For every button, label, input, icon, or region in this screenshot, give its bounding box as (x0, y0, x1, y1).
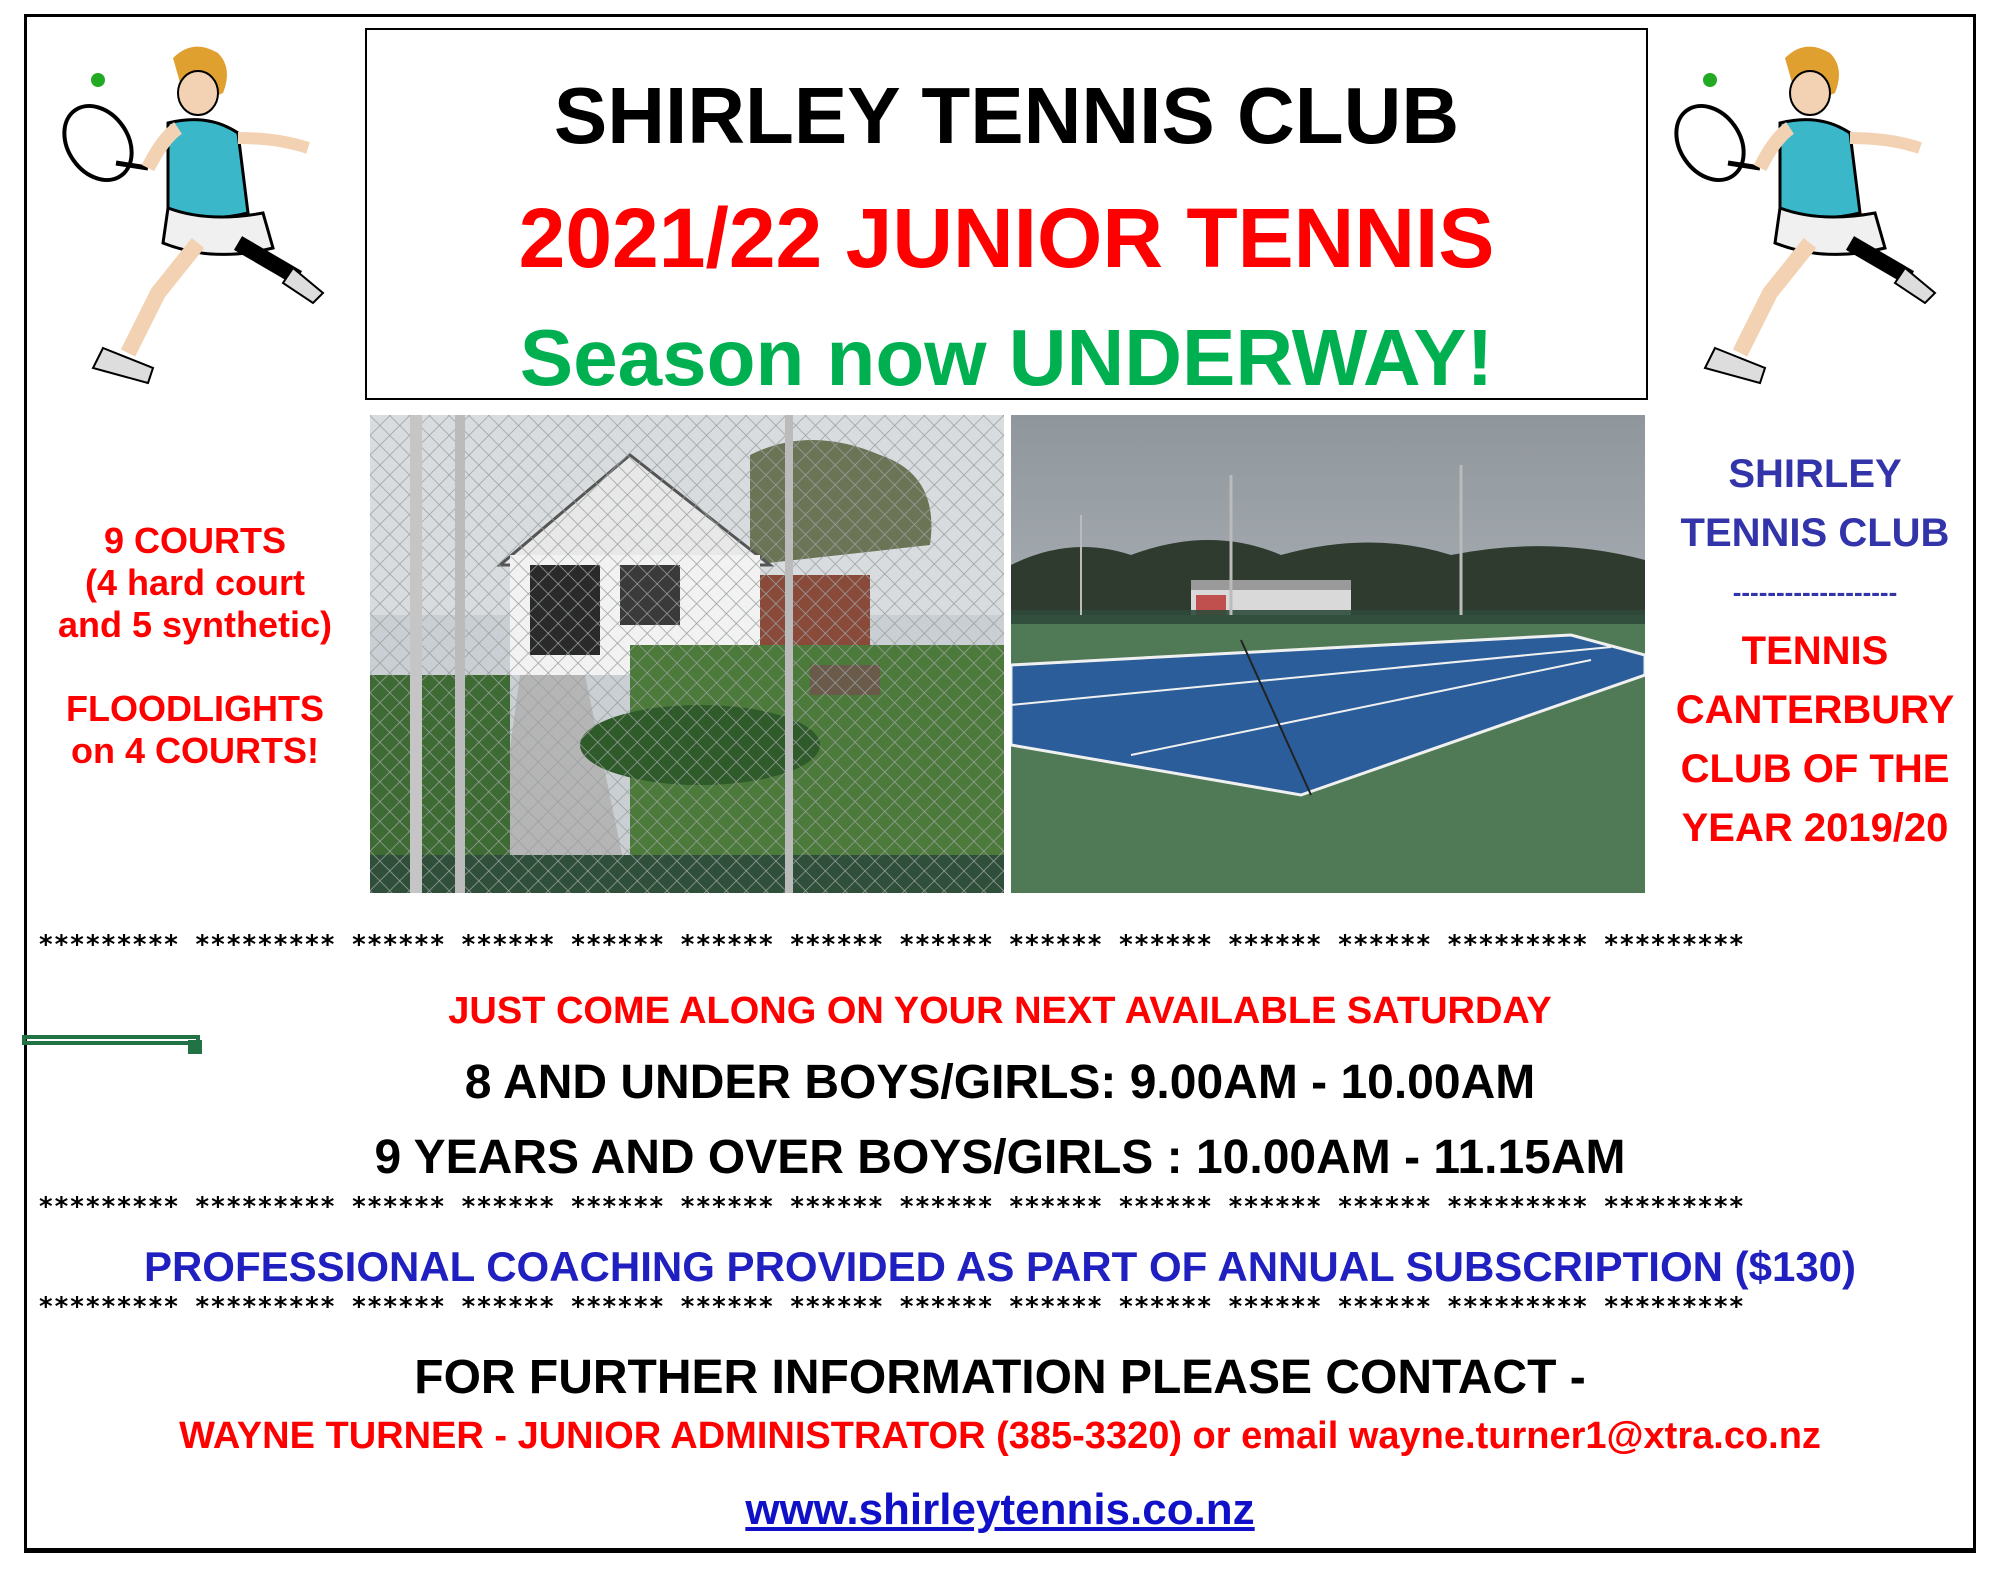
schedule-under-8: 8 AND UNDER BOYS/GIRLS: 9.00AM - 10.00AM (464, 1056, 1536, 1109)
club-name-1: SHIRLEY (1728, 452, 1902, 496)
award-1: TENNIS (1741, 629, 1889, 673)
award-4: YEAR 2019/20 (1681, 806, 1949, 850)
contact-person: WAYNE TURNER - JUNIOR ADMINISTRATOR (385-3320) or email wayne.turner1@xtra.co.nz (179, 1415, 1821, 1457)
floodlights-2: on 4 COURTS! (71, 730, 319, 771)
tennis-player-right-image (1650, 28, 1950, 408)
fill-handle[interactable] (188, 1040, 202, 1054)
come-along-text: JUST COME ALONG ON YOUR NEXT AVAILABLE SATURDAY (448, 990, 1552, 1032)
club-title: SHIRLEY TENNIS CLUB (553, 71, 1460, 160)
club-divider: ------------------- (1732, 577, 1898, 607)
courts-info (30, 520, 360, 772)
contact-heading: FOR FURTHER INFORMATION PLEASE CONTACT - (414, 1351, 1586, 1404)
star-separator-2: ********* ********* ****** ****** ****** ****** ****** ****** ****** ****** ****** ****** ********* ********* (38, 1192, 1745, 1222)
clubhouse-photo (370, 415, 1004, 893)
poster-bottom-rule (24, 1551, 1976, 1553)
star-separator-3: ********* ********* ****** ****** ****** ****** ****** ****** ****** ****** ****** ****** ********* ********* (38, 1292, 1745, 1322)
season-title: 2021/22 JUNIOR TENNIS (518, 191, 1495, 285)
tennis-courts-photo (1011, 415, 1645, 893)
underway-title: Season now UNDERWAY! (519, 313, 1494, 402)
star-separator-1: ********* ********* ****** ****** ****** ****** ****** ****** ****** ****** ****** ****** ********* ********* (38, 930, 1745, 960)
floodlights-1: FLOODLIGHTS (66, 688, 324, 729)
courts-count: 9 COURTS (103, 520, 287, 561)
schedule-9-and-over: 9 YEARS AND OVER BOYS/GIRLS : 10.00AM - 11.15AM (374, 1131, 1626, 1184)
award-2: CANTERBURY (1675, 688, 1955, 732)
title-box (365, 28, 1648, 400)
club-name-2: TENNIS CLUB (1680, 511, 1950, 555)
courts-detail-2: and 5 synthetic) (57, 604, 333, 645)
award-3: CLUB OF THE (1680, 747, 1950, 791)
club-award-info (1650, 445, 1980, 858)
selected-cell-cursor[interactable] (22, 1035, 200, 1045)
coaching-text: PROFESSIONAL COACHING PROVIDED AS PART OF ANNUAL SUBSCRIPTION ($130) (143, 1243, 1857, 1290)
courts-detail-1: (4 hard court (84, 562, 306, 603)
tennis-player-left-image (38, 28, 338, 408)
website-link[interactable]: www.shirleytennis.co.nz (745, 1485, 1255, 1534)
